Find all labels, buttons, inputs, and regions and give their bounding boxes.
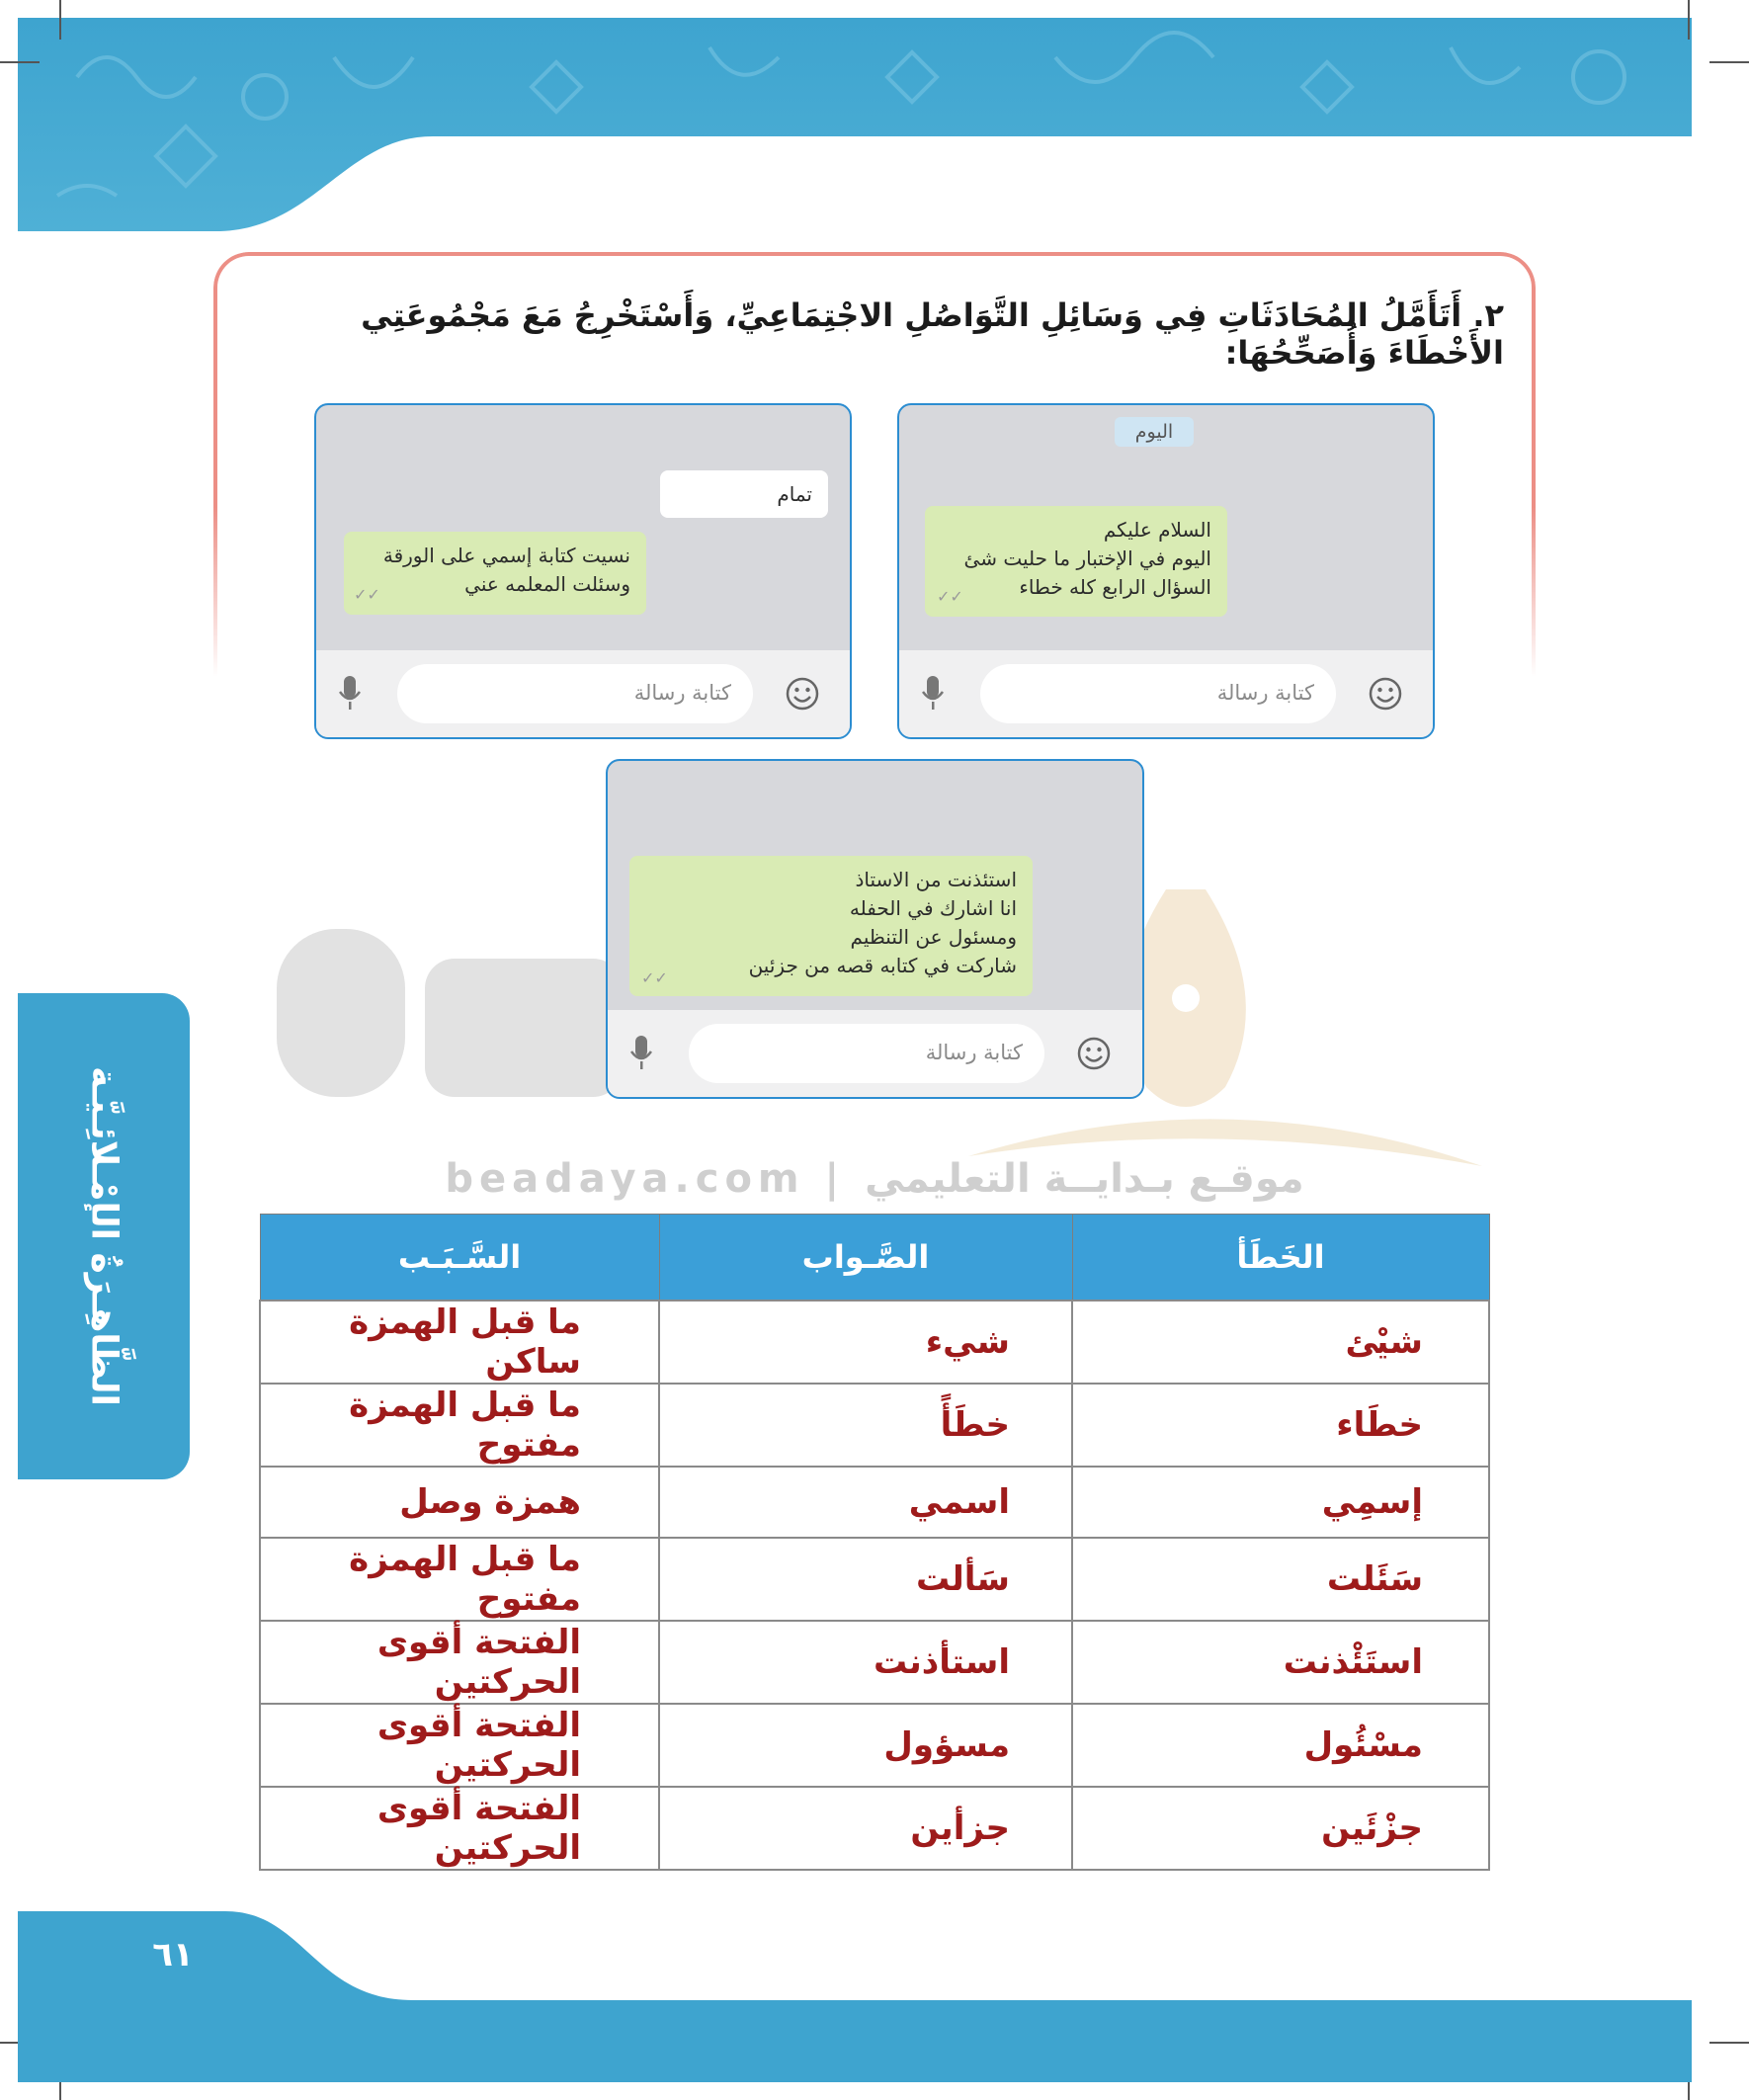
cell-correct: اسمي [659, 1467, 1072, 1538]
read-ticks-icon: ✓✓ [641, 968, 668, 987]
bubble-line: السلام عليكم [1103, 518, 1211, 542]
message-bar [899, 650, 1433, 737]
microphone-icon[interactable] [338, 674, 362, 712]
message-input[interactable] [980, 664, 1336, 723]
bubble-line: نسيت كتابة إسمي على الورقة [382, 544, 630, 567]
bubble-line: شاركت في كتابه قصه من جزئين [748, 954, 1017, 977]
chat-bubble [925, 506, 1227, 617]
watermark-text: beadaya.com | موقـع بـدايــة التعليمي [445, 1156, 1304, 1202]
cell-mistake: سَئَلت [1072, 1538, 1489, 1621]
table-header-row [260, 1215, 1489, 1302]
crop-mark [1709, 2042, 1749, 2044]
cell-reason: ما قبل الهمزة مفتوح [260, 1538, 659, 1621]
cell-mistake: خطَاء [1072, 1384, 1489, 1467]
chat-screenshot-2 [314, 403, 852, 739]
table-row [260, 1467, 1489, 1538]
message-bar [316, 650, 850, 737]
message-placeholder: كتابة رسالة [633, 681, 731, 705]
table-row [260, 1787, 1489, 1870]
emoji-icon[interactable] [1076, 1036, 1112, 1071]
cell-mistake: شيْئ [1072, 1301, 1489, 1384]
cell-reason: الفتحة أقوى الحركتين [260, 1621, 659, 1704]
answer-table [259, 1214, 1490, 1871]
bubble-line: انا اشارك في الحفله [849, 896, 1017, 920]
cell-correct: استأذنت [659, 1621, 1072, 1704]
bubble-line: استئذنت من الاستاذ [855, 868, 1017, 891]
cell-correct: خطَأً [659, 1384, 1072, 1467]
bubble-line: اليوم في الإختبار ما حليت شئ [963, 546, 1211, 570]
microphone-icon[interactable] [629, 1034, 653, 1071]
cell-mistake: إسمِي [1072, 1467, 1489, 1538]
read-ticks-icon: ✓✓ [354, 585, 380, 604]
header-band [18, 18, 1692, 231]
cell-correct: سَألت [659, 1538, 1072, 1621]
emoji-icon[interactable] [1368, 676, 1403, 712]
header-correct: الصَّـواب [659, 1215, 1072, 1302]
message-bar [608, 1010, 1142, 1097]
cell-mistake: استَئْذنت [1072, 1621, 1489, 1704]
message-placeholder: كتابة رسالة [1216, 681, 1314, 705]
crop-mark [0, 61, 40, 63]
day-tag: اليوم [1115, 417, 1194, 447]
bubble-line: ومسئول عن التنظيم [850, 925, 1017, 949]
table-row [260, 1301, 1489, 1384]
cell-reason: الفتحة أقوى الحركتين [260, 1704, 659, 1787]
crop-mark [1688, 0, 1690, 40]
emoji-icon[interactable] [785, 676, 820, 712]
chat-bubble [629, 856, 1033, 996]
bubble-line: وسئلت المعلمه عني [464, 572, 630, 596]
message-input[interactable] [689, 1024, 1044, 1083]
page-number: ٦١ [152, 1935, 194, 1974]
footer-band [18, 1911, 1692, 2082]
chat-screenshot-3 [606, 759, 1144, 1099]
cell-mistake: جزْئَين [1072, 1787, 1489, 1870]
table-row [260, 1704, 1489, 1787]
chat-bubble [344, 532, 646, 615]
cell-reason: ما قبل الهمزة ساكن [260, 1301, 659, 1384]
cell-reason: الفتحة أقوى الحركتين [260, 1787, 659, 1870]
microphone-icon[interactable] [921, 674, 945, 712]
header-reason: السَّـبَـب [260, 1215, 659, 1302]
chapter-side-label: الظَّاهِـرَةُ الإمْـلائِـيَّـة [83, 1066, 125, 1406]
cell-correct: جزأين [659, 1787, 1072, 1870]
table-row [260, 1384, 1489, 1467]
cell-mistake: مسْئُول [1072, 1704, 1489, 1787]
cell-reason: همزة وصل [260, 1467, 659, 1538]
chapter-side-label-wrap [18, 993, 190, 1479]
crop-mark [1709, 61, 1749, 63]
cell-reason: ما قبل الهمزة مفتوح [260, 1384, 659, 1467]
read-ticks-icon: ✓✓ [937, 587, 963, 606]
table-row [260, 1621, 1489, 1704]
bubble-line: السؤال الرابع كله خطاء [1019, 575, 1211, 599]
chat-screenshot-1 [897, 403, 1435, 739]
question-text: ٢. أَتَأَمَّلُ المُحَادَثَاتِ فِي وَسَائِلِ التَّوَاصُلِ الاجْتِمَاعِيِّ، وَأَسْتَخْرِجُ مَعَ مَجْمُوعَتِي الأَخْطَاءَ وَأُصَحِّحُهَا: [361, 296, 1504, 372]
header-mistake: الخَطَأ [1072, 1215, 1489, 1302]
reply-bubble: تمام [660, 470, 828, 518]
message-placeholder: كتابة رسالة [925, 1041, 1023, 1064]
crop-mark [59, 0, 61, 40]
cell-correct: مسؤول [659, 1704, 1072, 1787]
cell-correct: شيء [659, 1301, 1072, 1384]
table-row [260, 1538, 1489, 1621]
message-input[interactable] [397, 664, 753, 723]
